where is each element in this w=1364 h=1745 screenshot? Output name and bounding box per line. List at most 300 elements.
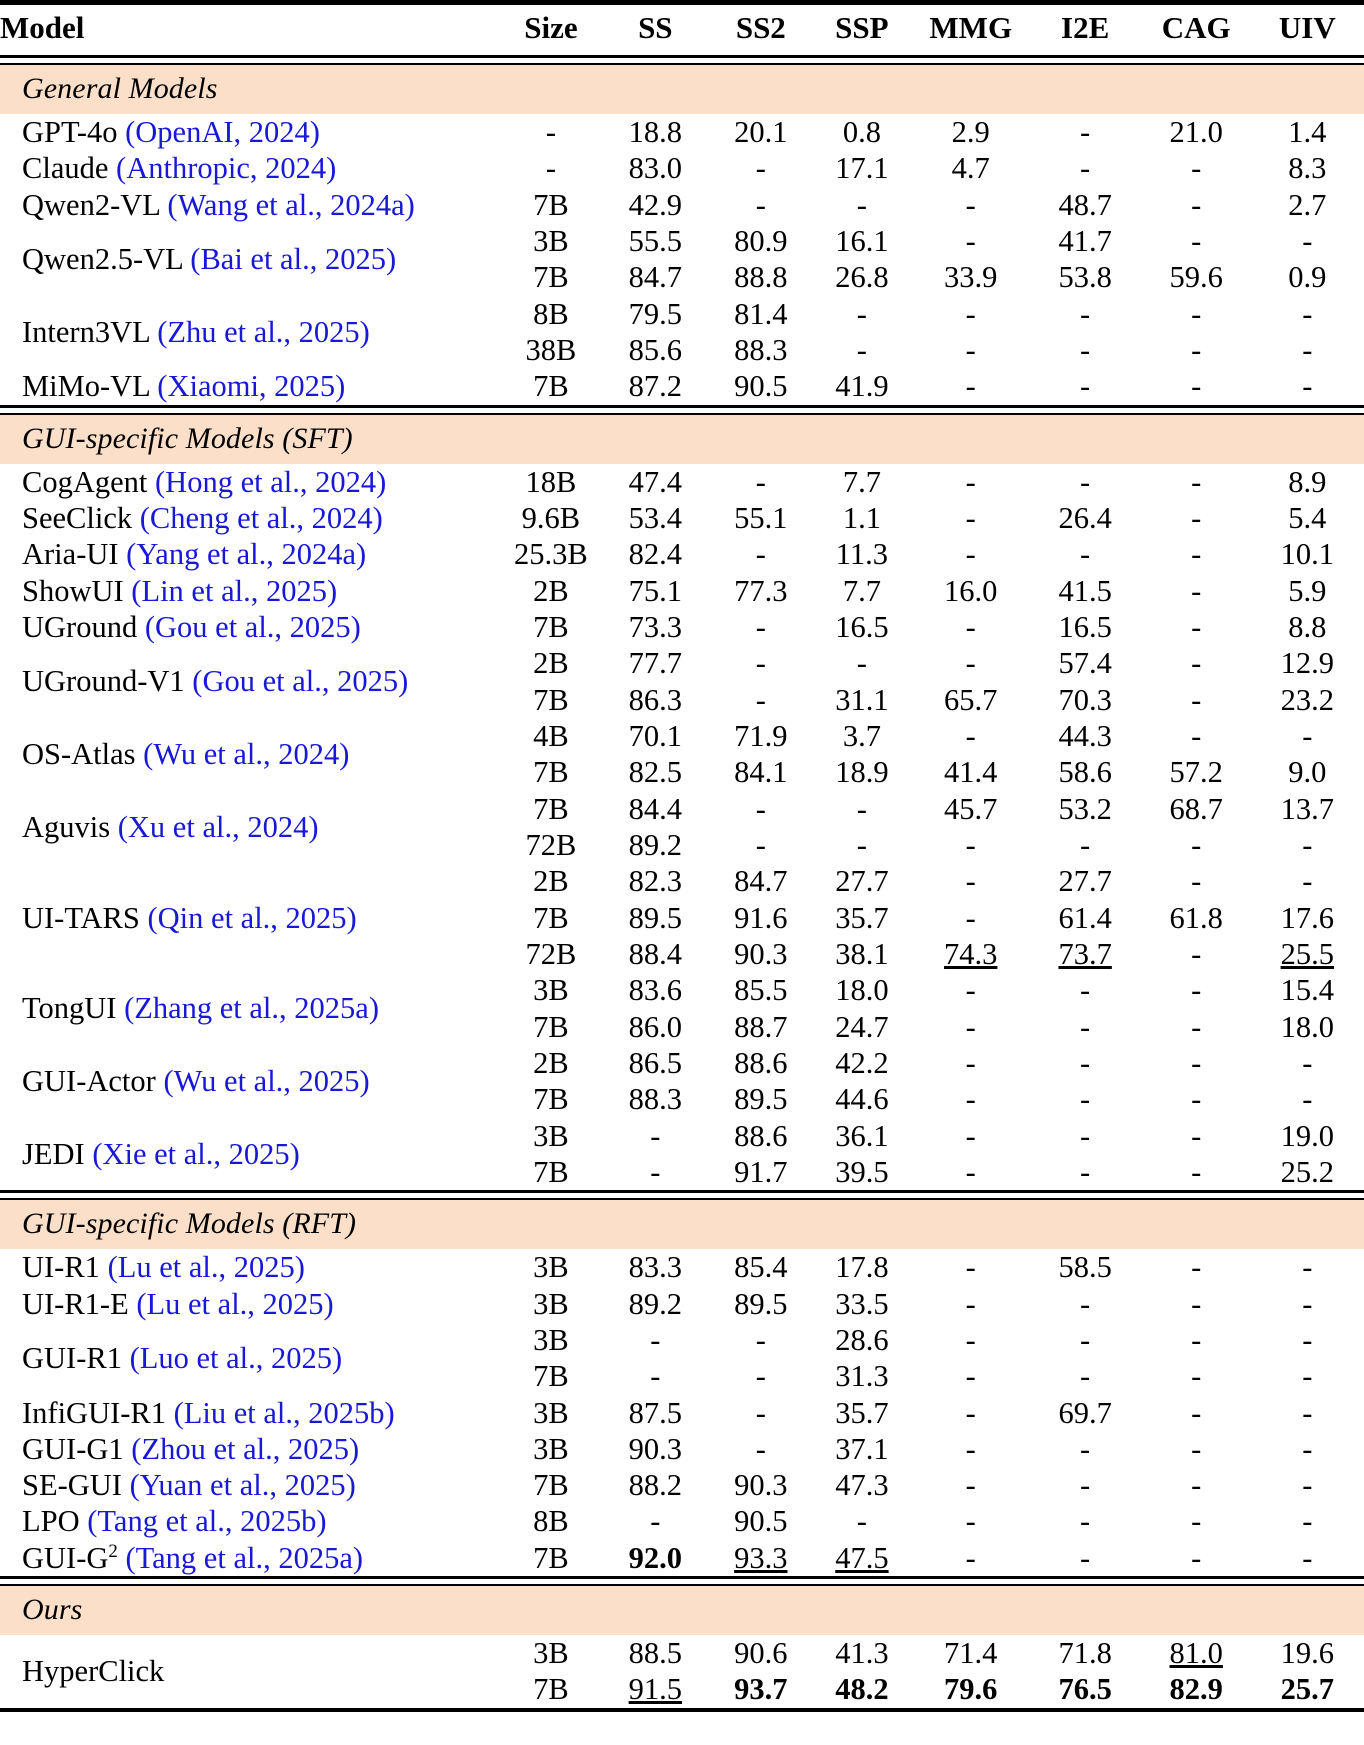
size-cell: 7B — [533, 682, 569, 717]
metric-cell-uiv: 2.7 — [1288, 187, 1327, 222]
metric-cell-mmg: 45.7 — [944, 791, 998, 826]
metric-cell-i2e: - — [1080, 115, 1091, 149]
metric-cell-ss2: 20.1 — [734, 115, 788, 149]
metric-cell-mmg: - — [965, 464, 976, 499]
size-cell: 2B — [533, 1045, 569, 1080]
citation-link[interactable]: (Lu et al., 2025) — [136, 1286, 334, 1321]
model-name-cell — [0, 791, 502, 864]
size-cell: - — [545, 151, 556, 186]
metric-cell-i2e: 71.8 — [1058, 1636, 1112, 1671]
model-label: UI-R1-E — [22, 1286, 129, 1321]
metric-cell-i2e — [1029, 1671, 1142, 1709]
metric-cell-mmg: - — [965, 1154, 976, 1189]
metric-cell-mmg: - — [965, 646, 976, 681]
citation-link[interactable]: (Gou et al., 2025) — [192, 664, 409, 699]
citation-link[interactable]: (Tang et al., 2025a) — [125, 1540, 364, 1575]
size-cell: 38B — [525, 332, 577, 367]
model-superscript: 2 — [108, 1540, 118, 1562]
metric-cell-mmg: 65.7 — [944, 682, 998, 717]
metric-cell-cag: - — [1191, 864, 1202, 899]
metric-cell-mmg: - — [965, 900, 976, 935]
metric-cell-ssp: 7.7 — [842, 573, 881, 608]
metric-cell-ssp: 1.1 — [842, 500, 881, 535]
size-cell: 7B — [533, 260, 569, 295]
metric-cell-mmg: - — [965, 1045, 976, 1080]
metric-cell-uiv: - — [1302, 1045, 1313, 1080]
metric-cell-ss2: 88.3 — [734, 332, 788, 367]
citation-link[interactable]: (Lin et al., 2025) — [131, 573, 338, 608]
metric-cell-ss2: - — [755, 827, 766, 862]
metric-cell-mmg: - — [965, 827, 976, 862]
metric-cell-i2e: 16.5 — [1058, 609, 1112, 644]
model-label: SeeClick — [22, 500, 133, 535]
metric-cell-i2e: - — [1080, 1540, 1091, 1575]
metric-cell-uiv: - — [1302, 1431, 1313, 1466]
column-header-size: Size — [524, 10, 578, 45]
size-cell: 2B — [533, 864, 569, 899]
metric-cell-cag: 68.7 — [1169, 791, 1223, 826]
model-label: InfiGUI-R1 — [22, 1395, 166, 1430]
metric-cell-ssp: 27.7 — [835, 864, 889, 899]
metric-cell-mmg: 2.9 — [951, 115, 990, 149]
metric-cell-ss: - — [650, 1504, 661, 1539]
citation-link[interactable]: (Yuan et al., 2025) — [129, 1468, 356, 1503]
table-row — [0, 1118, 1364, 1154]
metric-cell-mmg: - — [965, 332, 976, 367]
table-row — [0, 1503, 1364, 1539]
metric-cell-uiv: - — [1302, 718, 1313, 753]
metric-cell-mmg: - — [965, 223, 976, 258]
size-cell: 7B — [533, 791, 569, 826]
metric-cell-ss2: 84.1 — [734, 755, 788, 790]
metric-cell-uiv: - — [1302, 1540, 1313, 1575]
size-cell: 7B — [533, 1009, 569, 1044]
model-label: UI-TARS — [22, 900, 140, 935]
model-label: ShowUI — [22, 573, 124, 608]
model-name-cell — [0, 500, 502, 536]
metric-cell-ss2: - — [755, 1359, 766, 1394]
second-best-value: 47.5 — [835, 1540, 889, 1575]
model-name-cell — [0, 1431, 502, 1467]
size-cell: 3B — [533, 1118, 569, 1153]
citation-link[interactable]: (Anthropic, 2024) — [116, 151, 337, 186]
metric-cell-mmg: 33.9 — [944, 260, 998, 295]
best-value: 93.7 — [734, 1672, 788, 1707]
metric-cell-ss: - — [650, 1154, 661, 1189]
metric-cell-ss — [600, 1671, 711, 1709]
metric-cell-uiv: - — [1302, 1322, 1313, 1357]
size-cell: 9.6B — [521, 500, 581, 535]
metric-cell-ssp: 47.3 — [835, 1468, 889, 1503]
metric-cell-cag: - — [1191, 1250, 1202, 1285]
model-label: SE-GUI — [22, 1468, 122, 1503]
metric-cell-ss: 83.0 — [628, 151, 682, 186]
metric-cell-ss: 90.3 — [628, 1431, 682, 1466]
table-row — [0, 1635, 1364, 1671]
metric-cell-ssp: 41.3 — [835, 1636, 889, 1671]
metric-cell-i2e: - — [1080, 151, 1091, 186]
citation-link[interactable]: (Wu et al., 2025) — [163, 1064, 370, 1099]
metric-cell-uiv: - — [1302, 1359, 1313, 1394]
metric-cell-ssp: 39.5 — [835, 1154, 889, 1189]
metric-cell-ssp: 18.0 — [835, 973, 889, 1008]
metric-cell-ss: 47.4 — [628, 464, 682, 499]
table-row — [0, 368, 1364, 406]
metric-cell-mmg: - — [965, 537, 976, 572]
section-separator-rule — [0, 1578, 1364, 1586]
metric-cell-ss2: 89.5 — [734, 1286, 788, 1321]
metric-cell-ss2: - — [755, 1431, 766, 1466]
metric-cell-cag: - — [1191, 537, 1202, 572]
section-header-row — [0, 1585, 1364, 1635]
metric-cell-ssp: 42.2 — [835, 1045, 889, 1080]
column-header-uiv: UIV — [1278, 10, 1336, 45]
metric-cell-cag: - — [1191, 827, 1202, 862]
section-header-row — [0, 414, 1364, 464]
table-row — [0, 1249, 1364, 1285]
best-value: 92.0 — [628, 1540, 682, 1575]
metric-cell-ss2: - — [755, 1395, 766, 1430]
size-cell: 3B — [533, 1286, 569, 1321]
table-row — [0, 296, 1364, 332]
metric-cell-ss: - — [650, 1118, 661, 1153]
model-name-cell — [0, 718, 502, 791]
column-header-i2e: I2E — [1061, 10, 1110, 45]
citation-link[interactable]: (Gou et al., 2025) — [144, 609, 361, 644]
metric-cell-cag — [1142, 1635, 1251, 1671]
metric-cell-i2e: 57.4 — [1058, 646, 1112, 681]
metric-cell-ss2: 90.6 — [734, 1636, 788, 1671]
metric-cell-cag: - — [1191, 500, 1202, 535]
size-cell: 3B — [533, 1395, 569, 1430]
best-value: 82.9 — [1169, 1672, 1223, 1707]
metric-cell-ss2: 84.7 — [734, 864, 788, 899]
size-cell: 7B — [533, 1672, 569, 1707]
size-cell: 7B — [533, 1468, 569, 1503]
model-label: UI-R1 — [22, 1250, 100, 1285]
citation-link[interactable]: (Zhu et al., 2025) — [157, 314, 370, 349]
citation-link[interactable]: (Xie et al., 2025) — [92, 1136, 300, 1171]
metric-cell-ss: 75.1 — [628, 573, 682, 608]
metric-cell-uiv: 19.0 — [1280, 1118, 1334, 1153]
model-name-cell — [0, 187, 502, 223]
metric-cell-cag: - — [1191, 1395, 1202, 1430]
section-title: GUI-specific Models (SFT) — [0, 414, 1364, 464]
metric-cell-uiv: 0.9 — [1288, 260, 1327, 295]
citation-link[interactable]: (Zhang et al., 2025a) — [124, 991, 379, 1026]
metric-cell-uiv: 8.9 — [1288, 464, 1327, 499]
metric-cell-ssp — [811, 1540, 913, 1578]
metric-cell-ss2: - — [755, 187, 766, 222]
metric-cell-mmg: 4.7 — [951, 151, 990, 186]
model-name-cell — [0, 863, 502, 972]
metric-cell-i2e: - — [1080, 1322, 1091, 1357]
size-cell: 18B — [525, 464, 577, 499]
metric-cell-mmg: 71.4 — [944, 1636, 998, 1671]
metric-cell-cag: 57.2 — [1169, 755, 1223, 790]
metric-cell-uiv: - — [1302, 296, 1313, 331]
model-label: GUI-G — [22, 1540, 109, 1575]
metric-cell-ss: 55.5 — [628, 223, 682, 258]
metric-cell-ss2: 80.9 — [734, 223, 788, 258]
size-cell: 2B — [533, 573, 569, 608]
section-title: GUI-specific Models (RFT) — [0, 1199, 1364, 1249]
table-row — [0, 114, 1364, 150]
table-row — [0, 1395, 1364, 1431]
metric-cell-ss: 82.5 — [628, 755, 682, 790]
model-name-cell — [0, 1286, 502, 1322]
size-cell: 3B — [533, 223, 569, 258]
section-title: General Models — [0, 64, 1364, 114]
metric-cell-cag: 59.6 — [1169, 260, 1223, 295]
metric-cell-uiv: - — [1302, 827, 1313, 862]
metric-cell-cag: - — [1191, 187, 1202, 222]
metric-cell-uiv: 12.9 — [1280, 646, 1334, 681]
second-best-value: 73.7 — [1058, 936, 1112, 971]
metric-cell-mmg: - — [965, 296, 976, 331]
metric-cell-ssp: - — [856, 187, 867, 222]
rule-line — [0, 1578, 1364, 1586]
metric-cell-i2e: 69.7 — [1058, 1395, 1112, 1430]
model-name-cell — [0, 1540, 502, 1578]
size-cell: 25.3B — [514, 537, 588, 572]
size-cell: 3B — [533, 1636, 569, 1671]
table-row — [0, 791, 1364, 827]
metric-cell-cag: - — [1191, 973, 1202, 1008]
metric-cell-ss: 88.2 — [628, 1468, 682, 1503]
metric-cell-ss2: - — [755, 682, 766, 717]
citation-link[interactable]: (OpenAI, 2024) — [125, 115, 320, 149]
metric-cell-mmg: - — [965, 973, 976, 1008]
metric-cell-uiv: - — [1302, 1468, 1313, 1503]
metric-cell-cag: - — [1191, 1540, 1202, 1575]
section-separator-rule — [0, 1192, 1364, 1200]
size-cell: 72B — [525, 827, 577, 862]
size-cell: 8B — [533, 296, 569, 331]
model-name-cell — [0, 1395, 502, 1431]
metric-cell-ss2: 90.5 — [734, 1504, 788, 1539]
metric-cell-ss2: 91.6 — [734, 900, 788, 935]
table-row — [0, 1322, 1364, 1358]
citation-link[interactable]: (Zhou et al., 2025) — [131, 1431, 360, 1466]
metric-cell-ss: 87.2 — [628, 369, 682, 404]
metric-cell-ss2: - — [755, 646, 766, 681]
metric-cell-ssp: 31.3 — [835, 1359, 889, 1394]
metric-cell-i2e: 44.3 — [1058, 718, 1112, 753]
citation-link[interactable]: (Tang et al., 2025b) — [87, 1504, 327, 1539]
rule-line — [0, 57, 1364, 65]
model-label: GPT-4o — [22, 115, 118, 149]
size-cell: 7B — [533, 755, 569, 790]
size-cell: 7B — [533, 609, 569, 644]
metric-cell-uiv: 5.4 — [1288, 500, 1327, 535]
metric-cell-uiv: 8.3 — [1288, 151, 1327, 186]
best-value: 79.6 — [944, 1672, 998, 1707]
metric-cell-cag: - — [1191, 573, 1202, 608]
metric-cell-i2e: - — [1080, 1431, 1091, 1466]
citation-link[interactable]: (Wu et al., 2024) — [143, 737, 350, 772]
second-best-value: 81.0 — [1169, 1636, 1223, 1671]
model-label: UGround — [22, 609, 138, 644]
citation-link[interactable]: (Yang et al., 2024a) — [126, 537, 367, 572]
metric-cell-mmg: 41.4 — [944, 755, 998, 790]
table-header-row — [0, 5, 1364, 57]
citation-link[interactable]: (Lu et al., 2025) — [107, 1250, 305, 1285]
metric-cell-ss2: 89.5 — [734, 1082, 788, 1117]
metric-cell-ss2: 88.6 — [734, 1045, 788, 1080]
model-name-cell — [0, 972, 502, 1045]
metric-cell-ssp: 18.9 — [835, 755, 889, 790]
metric-cell-uiv: 8.8 — [1288, 609, 1327, 644]
metric-cell-uiv: - — [1302, 1250, 1313, 1285]
metric-cell-cag: 21.0 — [1169, 115, 1223, 149]
column-header-cag: CAG — [1161, 10, 1231, 45]
metric-cell-ssp: - — [856, 646, 867, 681]
metric-cell-uiv: 1.4 — [1288, 115, 1327, 149]
metric-cell-i2e: - — [1080, 369, 1091, 404]
metric-cell-uiv: - — [1302, 1082, 1313, 1117]
model-name-cell — [0, 150, 502, 186]
table-row — [0, 1467, 1364, 1503]
metric-cell-cag: - — [1191, 1286, 1202, 1321]
metric-cell-ssp: 7.7 — [842, 464, 881, 499]
metric-cell-cag: - — [1191, 1118, 1202, 1153]
citation-link[interactable]: (Liu et al., 2025b) — [173, 1395, 395, 1430]
metric-cell-ss2: - — [755, 464, 766, 499]
column-header-ss: SS — [638, 10, 673, 45]
second-best-value: 25.5 — [1280, 936, 1334, 971]
metric-cell-cag: - — [1191, 682, 1202, 717]
table-row — [0, 500, 1364, 536]
metric-cell-cag: - — [1191, 609, 1202, 644]
metric-cell-cag: - — [1191, 646, 1202, 681]
metric-cell-ssp: 28.6 — [835, 1322, 889, 1357]
best-value: 25.7 — [1280, 1672, 1334, 1707]
model-label: HyperClick — [22, 1654, 165, 1689]
table-row — [0, 223, 1364, 259]
metric-cell-ss: 86.0 — [628, 1009, 682, 1044]
best-value: 76.5 — [1058, 1672, 1112, 1707]
table-row — [0, 464, 1364, 500]
metric-cell-i2e: - — [1080, 296, 1091, 331]
metric-cell-i2e: - — [1080, 973, 1091, 1008]
metric-cell-uiv — [1251, 936, 1364, 972]
metric-cell-cag: - — [1191, 151, 1202, 186]
metric-cell-cag: - — [1191, 1154, 1202, 1189]
metric-cell-ss2: 85.4 — [734, 1250, 788, 1285]
size-cell: 7B — [533, 187, 569, 222]
metric-cell-ssp — [811, 1671, 913, 1709]
metric-cell-i2e: - — [1080, 464, 1091, 499]
metric-cell-ss: 84.4 — [628, 791, 682, 826]
table-row — [0, 718, 1364, 754]
table-bottom-rule — [0, 1710, 1364, 1712]
citation-link[interactable]: (Hong et al., 2024) — [155, 464, 387, 499]
metric-cell-mmg: - — [965, 1118, 976, 1153]
metric-cell-ssp: 41.9 — [835, 369, 889, 404]
metric-cell-uiv: 13.7 — [1280, 791, 1334, 826]
size-cell: 3B — [533, 973, 569, 1008]
metric-cell-i2e: - — [1080, 1286, 1091, 1321]
table-row — [0, 1431, 1364, 1467]
metric-cell-uiv: 15.4 — [1280, 973, 1334, 1008]
metric-cell-mmg: - — [965, 1540, 976, 1575]
metric-cell-ss2: 77.3 — [734, 573, 788, 608]
second-best-value: 93.3 — [734, 1540, 788, 1575]
metric-cell-i2e: 58.6 — [1058, 755, 1112, 790]
metric-cell-uiv: 10.1 — [1280, 537, 1334, 572]
metric-cell-i2e: - — [1080, 537, 1091, 572]
model-label: Intern3VL — [22, 314, 150, 349]
table-row — [0, 573, 1364, 609]
model-name-cell — [0, 573, 502, 609]
size-cell: 7B — [533, 1154, 569, 1189]
section-header-row — [0, 64, 1364, 114]
citation-link[interactable]: (Luo et al., 2025) — [129, 1341, 343, 1375]
metric-cell-i2e: - — [1080, 1154, 1091, 1189]
metric-cell-ss: 70.1 — [628, 718, 682, 753]
metric-cell-ssp: 17.1 — [835, 151, 889, 186]
metric-cell-ssp: 35.7 — [835, 1395, 889, 1430]
metric-cell-uiv: 17.6 — [1280, 900, 1334, 935]
citation-link[interactable]: (Wang et al., 2024a) — [167, 187, 415, 222]
metric-cell-ssp: 16.1 — [835, 223, 889, 258]
metric-cell-ssp: 36.1 — [835, 1118, 889, 1153]
citation-link[interactable]: (Cheng et al., 2024) — [139, 500, 383, 535]
metric-cell-ss: 89.2 — [628, 1286, 682, 1321]
metric-cell-ss2: 85.5 — [734, 973, 788, 1008]
rule-line — [0, 1710, 1364, 1712]
metric-cell-ss2 — [711, 1540, 811, 1578]
metric-cell-uiv: 25.2 — [1280, 1154, 1334, 1189]
table-row — [0, 1540, 1364, 1578]
metric-cell-ssp: 44.6 — [835, 1082, 889, 1117]
metric-cell-i2e: 53.8 — [1058, 260, 1112, 295]
metric-cell-ss: 89.5 — [628, 900, 682, 935]
metric-cell-cag: - — [1191, 296, 1202, 331]
metric-cell-ssp: 31.1 — [835, 682, 889, 717]
metric-cell-mmg: - — [965, 1504, 976, 1539]
metric-cell-uiv: - — [1302, 332, 1313, 367]
metric-cell-ss: 88.3 — [628, 1082, 682, 1117]
metric-cell-ss: 83.6 — [628, 973, 682, 1008]
column-header-model: Model — [0, 10, 85, 45]
citation-link[interactable]: (Xiaomi, 2025) — [157, 369, 346, 404]
metric-cell-i2e: - — [1080, 1009, 1091, 1044]
metric-cell-ss2: 90.5 — [734, 369, 788, 404]
table-body — [0, 3, 1364, 1712]
model-label: TongUI — [22, 991, 117, 1026]
metric-cell-mmg: - — [965, 1009, 976, 1044]
citation-link[interactable]: (Bai et al., 2025) — [190, 242, 397, 277]
metric-cell-ss2: 88.7 — [734, 1009, 788, 1044]
size-cell: 7B — [533, 1540, 569, 1575]
metric-cell-mmg: - — [965, 1395, 976, 1430]
metric-cell-ss: 83.3 — [628, 1250, 682, 1285]
metric-cell-ss2: 88.6 — [734, 1118, 788, 1153]
citation-link[interactable]: (Qin et al., 2025) — [147, 900, 357, 935]
citation-link[interactable]: (Xu et al., 2024) — [117, 809, 319, 844]
metric-cell-uiv: - — [1302, 1286, 1313, 1321]
metric-cell-ss: 18.8 — [628, 115, 682, 149]
metric-cell-ss2: - — [755, 537, 766, 572]
metric-cell-ss: 87.5 — [628, 1395, 682, 1430]
metric-cell-uiv — [1251, 1671, 1364, 1709]
size-cell: 3B — [533, 1250, 569, 1285]
model-label: Qwen2.5-VL — [22, 242, 183, 277]
metric-cell-uiv: - — [1302, 864, 1313, 899]
metric-cell-i2e: - — [1080, 1118, 1091, 1153]
